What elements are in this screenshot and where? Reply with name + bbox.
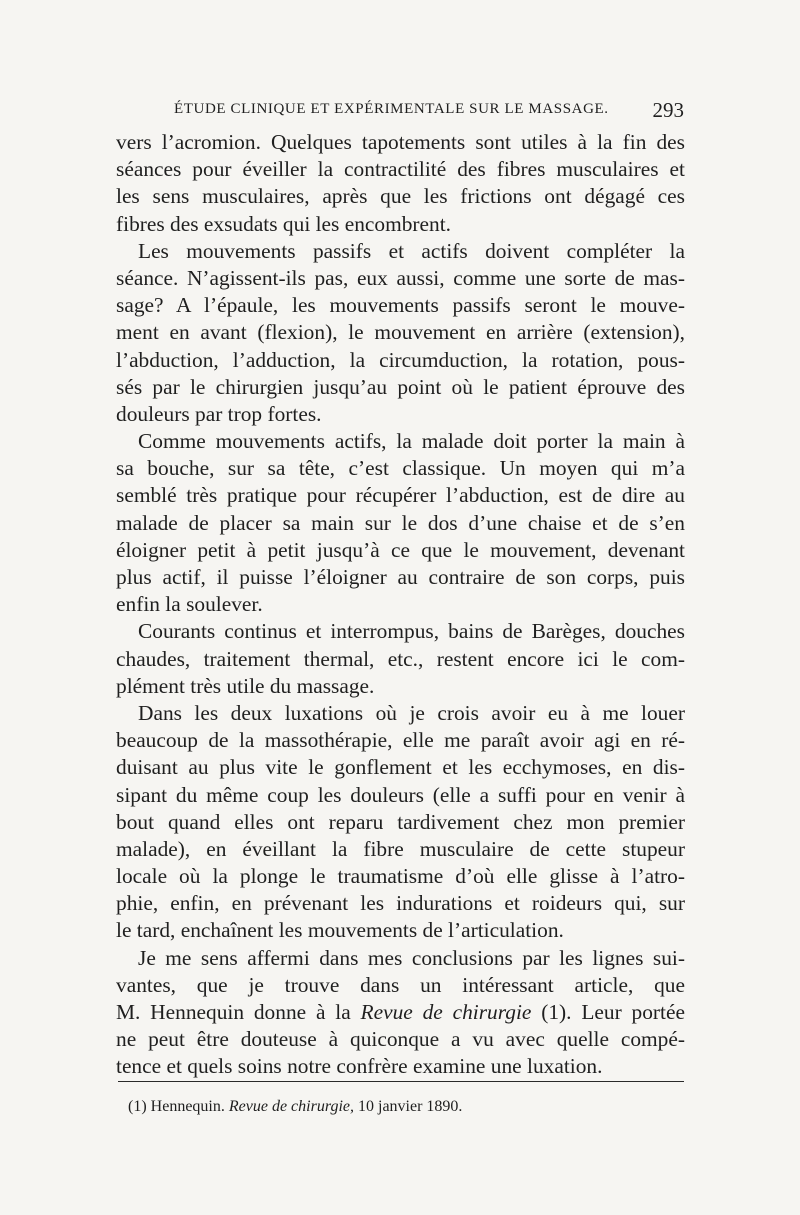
text-line: Je me sens affermi dans mes conclusions par les lignes sui- <box>138 945 685 970</box>
text-line: sage? A l’épaule, les mouvements passifs seront le mouve- <box>116 293 685 318</box>
text-line: les sens musculaires, après que les frictions ont dégagé ces <box>116 184 685 209</box>
text-line: sa bouche, sur sa tête, c’est classique. Un moyen qui m’a <box>116 456 685 481</box>
footnote-date: 10 janvier 1890. <box>358 1098 463 1115</box>
footnote-rule <box>118 1081 684 1082</box>
text-line: éloigner petit à petit jusqu’à ce que le mouvement, devenant <box>116 537 685 562</box>
text-line: duisant au plus vite le gonflement et les ecchymoses, en dis- <box>116 755 685 780</box>
text-line: Les mouvements passifs et actifs doivent compléter la <box>138 238 685 263</box>
text-line: Courants continus et interrompus, bains de Barèges, douches <box>138 619 685 644</box>
text-line: douleurs par trop fortes. <box>116 401 322 426</box>
text-line: l’abduction, l’adduction, la circumduction, la rotation, pous- <box>116 347 685 372</box>
text-line: enfin la soulever. <box>116 592 263 617</box>
text-line: vers l’acromion. Quelques tapotements sont utiles à la fin des <box>116 130 685 154</box>
main-text <box>116 129 685 1081</box>
text-line: tence et quels soins notre confrère examine une luxation. <box>116 1054 603 1079</box>
text-line: chaudes, traitement thermal, etc., restent encore ici le com- <box>116 646 685 671</box>
footnote <box>128 1098 462 1116</box>
text-line: beaucoup de la massothérapie, elle me paraît avoir agi en ré- <box>116 728 685 753</box>
page-header <box>118 98 684 124</box>
text-line: vantes, que je trouve dans un intéressant article, que <box>116 972 685 997</box>
page-number: 293 <box>652 98 684 122</box>
text-line: malade de placer sa main sur le dos d’une chaise et de s’en <box>116 510 685 535</box>
text-line: ment en avant (flexion), le mouvement en arrière (extension), <box>116 320 685 345</box>
text-line: fibres des exsudats qui les encombrent. <box>116 211 452 236</box>
text-line: sés par le chirurgien jusqu’au point où le patient éprouve des <box>116 374 685 399</box>
text-line: plus actif, il puisse l’éloigner au contraire de son corps, puis <box>116 565 685 589</box>
text-line: ne peut être douteuse à quiconque a vu avec quelle compé- <box>116 1027 685 1052</box>
text-line: séance. N’agissent-ils pas, eux aussi, comme une sorte de mas- <box>116 265 685 290</box>
text-line: le tard, enchaînent les mouvements de l’articulation. <box>116 918 564 943</box>
text-line: Comme mouvements actifs, la malade doit porter la main à <box>138 429 685 454</box>
text-line: bout quand elles ont reparu tardivement chez mon premier <box>116 809 685 834</box>
text-line: semblé très pratique pour récupérer l’abduction, est de dire au <box>116 483 685 508</box>
footnote-journal: Revue de chirurgie, <box>228 1098 354 1115</box>
text-line: phie, enfin, en prévenant les indurations et roideurs qui, sur <box>116 891 685 916</box>
text-line: malade), en éveillant la fibre musculaire de cette stupeur <box>116 836 685 861</box>
journal-title: Revue de chirurgie <box>360 1000 532 1024</box>
text-line: séances pour éveiller la contractilité des fibres musculaires et <box>116 157 685 182</box>
text-line: M. Hennequin donne à la Revue de chirurgie (1). Leur portée <box>116 1000 685 1024</box>
footnote-author: Hennequin. <box>150 1098 225 1115</box>
running-head: ÉTUDE CLINIQUE ET EXPÉRIMENTALE SUR LE MASSAGE. <box>174 101 609 117</box>
text-line: sipant du même coup les douleurs (elle a suffi pour en venir à <box>116 782 685 807</box>
text-line: Dans les deux luxations où je crois avoir eu à me louer <box>138 700 685 725</box>
footnote-marker: (1) <box>128 1098 147 1115</box>
text-line: locale où la plonge le traumatisme d’où elle glisse à l’atro- <box>116 864 685 889</box>
text-line: plément très utile du massage. <box>116 673 375 698</box>
